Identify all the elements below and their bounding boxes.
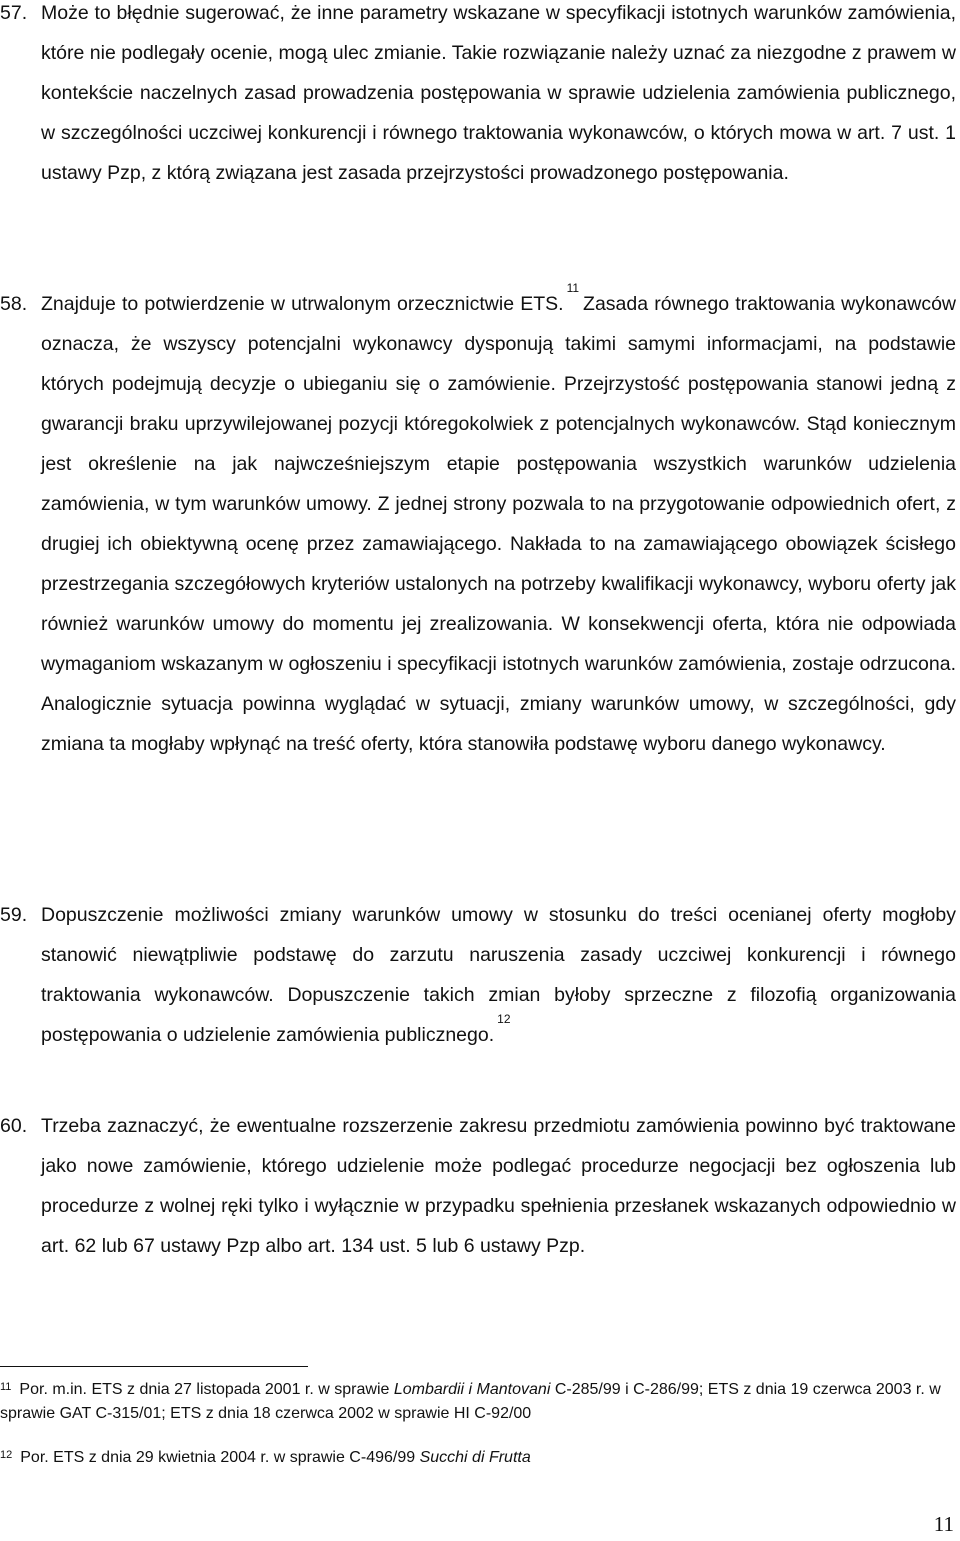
paragraph-57 [0,0,956,193]
footnote-text: Por. m.in. ETS z dnia 27 listopada 2001 r. w sprawie [19,1381,394,1398]
footnote-italic-text: Succhi di Frutta [419,1449,531,1466]
page-number: 11 [933,1512,954,1536]
footnote-12 [0,1446,956,1470]
paragraph-text-part: Znajduje to potwierdzenie w utrwalonym orzecznictwie ETS. [41,293,564,315]
paragraph-58 [0,281,956,764]
paragraph-number: 57. [0,2,28,24]
footnote-reference[interactable]: 12 [497,1012,511,1026]
footnote-text: Por. ETS z dnia 29 kwietnia 2004 r. w sprawie C-496/99 [20,1449,420,1466]
footnote-mark: 12 [0,1449,13,1461]
paragraph-number: 59. [0,904,28,926]
paragraph-text-part: Dopuszczenie możliwości zmiany warunków umowy w stosunku do treści ocenianej oferty mogłoby stanowić niewątpliwie podstawę do zarzutu naruszenia zasady uczciwej konkurencji i równego traktowania wykonawców. Dopuszczenie takich zmian byłoby sprzeczne z filozofią organizowania postępowania o udzielenie zamówienia publicznego. [41,904,956,1046]
paragraph-text [41,895,956,1055]
paragraph-59 [0,895,956,1055]
footnote-separator [0,1366,308,1367]
footnote-mark: 11 [0,1381,12,1393]
paragraph-number: 60. [0,1115,28,1137]
footnote-text: C-285/99 i C-286/99; ETS z dnia 19 czerwca 2003 r. w sprawie GAT C-315/01; ETS z dnia 18 czerwca 2002 w sprawie HI C-92/00 [0,1381,941,1422]
footnote-reference[interactable]: 11 [566,281,580,295]
footnote-11 [0,1378,956,1426]
paragraph-text [41,281,956,764]
footnote-italic-text: Lombardii i Mantovani [393,1381,551,1398]
paragraph-text-part: Zasada równego traktowania wykonawców oznacza, że wszyscy potencjalni wykonawcy dysponują takimi samymi informacjami, na podstawie których podejmują decyzje o ubieganiu się o zamówienie. Przejrzystość postępowania stanowi jedną z gwarancji braku uprzywilejowanej pozycji któregokolwiek z potencjalnych wykonawców. Stąd koniecznym jest określenie na jak najwcześniejszym etapie postępowania wszystkich warunków udzielenia zamówienia, w tym warunków umowy. Z jednej strony pozwala to na przygotowanie odpowiednich ofert, z drugiej ich obiektywną ocenę przez zamawiającego. Nakłada to na zamawiającego obowiązek ścisłego przestrzegania szczegółowych kryteriów ustalonych na potrzeby kwalifikacji wykonawcy, wyboru oferty jak również warunków umowy do momentu jej zrealizowania. W konsekwencji oferta, która nie odpowiada wymaganiom wskazanym w ogłoszeniu i specyfikacji istotnych warunków zamówienia, zostaje odrzucona. Analogicznie sytuacja powinna wyglądać w sytuacji, zmiany warunków umowy, w szczególności, gdy zmiana ta mogłaby wpłynąć na treść oferty, która stanowiła podstawę wyboru danego wykonawcy. [41,293,956,755]
paragraph-text: Może to błędnie sugerować, że inne parametry wskazane w specyfikacji istotnych warunków zamówienia, które nie podlegały ocenie, mogą ulec zmianie. Takie rozwiązanie należy uznać za niezgodne z prawem w kontekście naczelnych zasad prowadzenia postępowania w sprawie udzielenia zamówienia publicznego, w szczególności uczciwej konkurencji i równego traktowania wykonawców, o których mowa w art. 7 ust. 1 ustawy Pzp, z którą związana jest zasada przejrzystości prowadzonego postępowania. [41,2,956,184]
paragraph-number: 58. [0,293,28,315]
paragraph-60 [0,1106,956,1266]
paragraph-text: Trzeba zaznaczyć, że ewentualne rozszerzenie zakresu przedmiotu zamówienia powinno być traktowane jako nowe zamówienie, którego udzielenie może podlegać procedurze negocjacji bez ogłoszenia lub procedurze z wolnej ręki tylko i wyłącznie w przypadku spełnienia przesłanek wskazanych odpowiednio w art. 62 lub 67 ustawy Pzp albo art. 134 ust. 5 lub 6 ustawy Pzp. [41,1115,956,1257]
